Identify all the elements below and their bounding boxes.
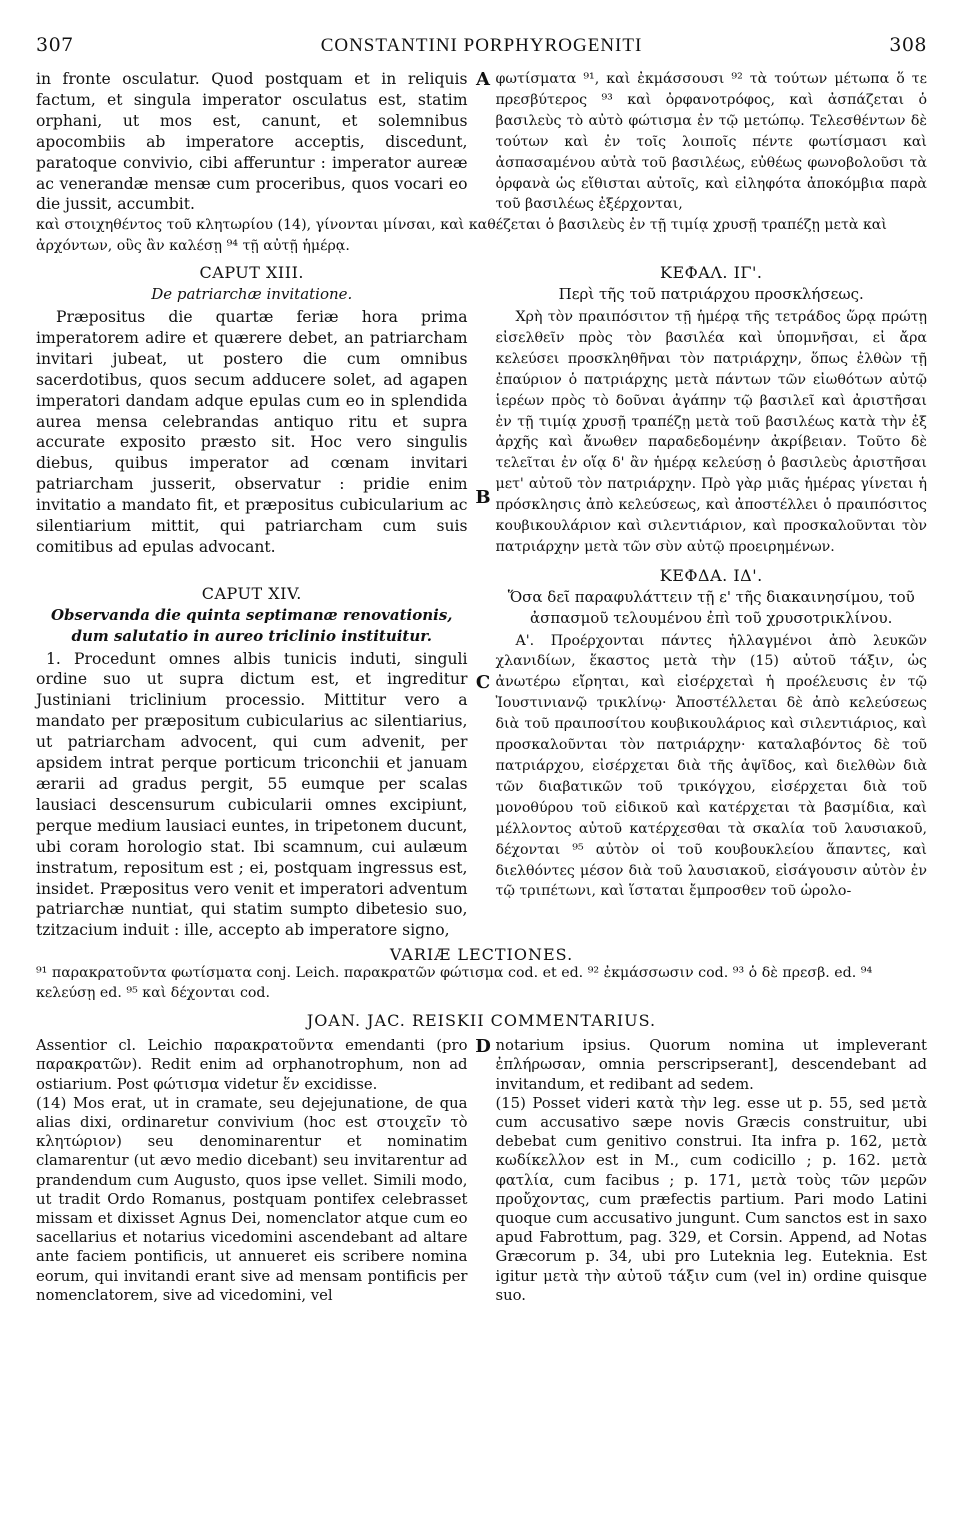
- caput-xiii-latin-paragraph: Præpositus die quartæ feriæ hora prima imperatorem adire et quærere debet, an patriarcham invitari jubeat, ut postero die cum omnibus sacerdotibus, quos secum adducere solet, ad agapen imperatori dandam adque epulas cum eo in splendida aurea mensa celebrandas antiquo ritu et supra accurate exposito præsto sit. Hoc vero singulis diebus, quibus imperator ad cœnam invitari patriarcham jusserit, observatur : pridie enim invitatio a mandato fit, et præpositus cubicularium ac silentiarium mittit, qui patriarcham cum suis comitibus ad epulas advocant.: [36, 307, 468, 556]
- commentary-right: [476, 1036, 928, 1305]
- running-title: CONSTANTINI PORPHYROGENITI: [320, 35, 643, 56]
- latin-paragraph: in fronte osculatur. Quod postquam et in reliquis factum, et singula imperator osculatus est, statim orphani, ut mos est, canunt, et solemnibus apocombiis ab imperatore acceptis, discedunt, paratoque convivio, cibi afferuntur : imperator aureæ ac venerandæ mensæ cum proceribus, quos vocari eo die jussit, accumbit.: [36, 70, 468, 214]
- kefal-xiii-subtitle: Περὶ τῆς τοῦ πατριάρχου προσκλήσεως.: [558, 285, 864, 304]
- top-latin-text: [36, 69, 476, 215]
- kefal-xiii-heading: ΚΕΦΑΛ. ΙΓ'.: [660, 263, 763, 283]
- commentary-left-text: Assentior cl. Leichio παρακρατοῦντα emendanti (pro παρακρατῶν). Redit enim ad orphanotrophum, non ad ostiarium. Post φώτισμα videtur ἕν excidisse. (14) Mos erat, ut in cramate, seu dejejunatione, de qua alias dixi, ordinaretur convivium (hoc est στοιχεῖν τὸ κλητώριον) seu denominarentur et nominatim clamarentur (ut ævo medio dicebant) seu invitarentur ad prandendum cum Augusto, quos ipse vellet. Simili modo, ut tradit Ordo Romanus, postquam pontifex celebrasset missam et dixisset Agnus Dei, nomenclator atque cum eo sacellarius et notarius vicedomini ascendebant ad altare ante faciem pontificis, ut annueret eis scribere nomina eorum, qui invitandi erant sive ad mensam pontificis per nomenclatorem, sive ad vicedomini, vel: [36, 1037, 468, 1304]
- caput-xiii-latin: [36, 259, 476, 558]
- commentary-left: [36, 1036, 476, 1305]
- kefal-xiii-greek-paragraph: Χρὴ τὸν πραιπόσιτον τῇ ἡμέρᾳ τῆς τετράδος ὥρᾳ πρώτῃ εἰσελθεῖν πρὸς τὸν βασιλέα καὶ ὑπομνῆσαι, εἰ ἄρα κελεύσει προσκληθῆναι τὸν πατριάρχην, ὅπως ἐλθὼν τῇ ἐπαύριον ὁ πατριάρχης μετὰ πάντων τῶν εἰωθότων αὐτῷ ἱερέων πρὸς τὸ δοῦναι ἀγάπην τῷ βασιλεῖ καὶ ἀριστῆσαι ἐν τῇ τιμίᾳ χρυσῇ τραπέζῃ μετὰ τοῦ βασιλέως κατὰ τὴν ἐξ ἀρχῆς καὶ ἄνωθεν παραδεδομένην ἀκρίβειαν. Τοῦτο δὲ τελεῖται ἐν οἵᾳ δ' ἂν ἡμέρᾳ κελεύσῃ ὁ βασιλεὺς ἀριστῆσαι μετ' αὐτοῦ τὸν πατριάρχην. Πρὸ γὰρ μιᾶς ἡμέρας γίνεται ἡ πρόσκλησις ἀπὸ κελεύσεως, καὶ ἀποστέλλει ὁ πραιπόσιτος κουβικουλάριον καὶ σιλεντιάριον, καὶ προσκαλοῦνται τὸν πατριάρχην μετὰ τῶν σὺν αὐτῷ προειρημένων.: [495, 308, 927, 555]
- running-head: [36, 0, 927, 57]
- commentary-right-text: notarium ipsius. Quorum nomina ut impleverant ἐπλήρωσαν, omnia perscripserant], descendebant ad invitandum, et redibant ad sedem. (15) Posset videri κατὰ τὴν leg. esse ut p. 55, sed μετὰ cum accusativo sæpe novis Græcis construitur, ubi debebat cum genitivo construi. Ita infra p. 162, μετὰ κωδίκελλον est in M., cum codicillo ; p. 162. μετὰ φατλία, cum facibus ; p. 171, μετὰ τοὺς τῶν μερῶν προὔχοντας, cum præfectis partium. Pari modo Latini quoque cum accusativo jungunt. Cum sanctos est in saxo apud Fabrottum, pag. 329, et Corsin. Append, ad Notas Græcorum p. 34, ubi pro Luteknia leg. Euteknia. Est igitur μετὰ τὴν αὐτοῦ τάξιν cum (vel in) ordine quisque suo.: [495, 1037, 927, 1304]
- top-greek-text: [476, 69, 928, 215]
- variae-lectiones-title: VARIÆ LECTIONES.: [389, 945, 574, 965]
- margin-letter-b: B: [475, 487, 491, 509]
- margin-letter-a: A: [476, 69, 490, 90]
- caput-xiv-subtitle: Observanda die quinta septimanæ renovationis, dum salutatio in aureo triclinio instituitur.: [50, 605, 453, 645]
- kefal-xiv-heading: ΚΕΦΔΑ. ΙΔ'.: [659, 565, 763, 585]
- commentary-columns: [36, 1036, 927, 1305]
- caput-xiv: [36, 562, 927, 941]
- caput-xiii-subtitle: De patriarchæ invitatione.: [151, 285, 353, 304]
- page-number-right: 308: [889, 34, 927, 56]
- kefal-xiv-subtitle: Ὅσα δεῖ παραφυλάττειν τῇ ε' τῆς διακαινησίμου, τοῦ ἀσπασμοῦ τελουμένου ἐπὶ τοῦ χρυσοτρικλίνου.: [507, 587, 915, 627]
- greek-paragraph: φωτίσματα ⁹¹, καὶ ἐκμάσσουσι ⁹² τὰ τούτων μέτωπα ὅ τε πρεσβύτερος ⁹³ καὶ ὀρφανοτρόφος, καὶ ἀσπάζεται ὁ βασιλεὺς τὸ αὐτὸ φώτισμα ἐν τῷ μετώπῳ. Τελεσθέντων δὲ τούτων καὶ ἐν τοῖς λοιποῖς πέντε φωτίσμασι καὶ ἀσπασαμένου αὐτὰ τοῦ βασιλέως, εὐθέως φωνοβολοῦσι τὰ ὀρφανὰ ὡς εἴθισται αὐτοῖς, καὶ εἰληφότα ἀποκόμβια παρὰ τοῦ βασιλέως ἐξέρχονται,: [495, 71, 927, 213]
- variae-lectiones-text: ⁹¹ παρακρατοῦντα φωτίσματα conj. Leich. παρακρατῶν φώτισμα cod. et ed. ⁹² ἐκμάσσωσιν cod. ⁹³ ὁ δὲ πρεσβ. ed. ⁹⁴ κελεύσῃ ed. ⁹⁵ καὶ δέχονται cod.: [36, 965, 873, 1001]
- commentary-title: JOAN. JAC. REISKII COMMENTARIUS.: [306, 1011, 657, 1031]
- caput-xiv-greek: [476, 562, 928, 941]
- caput-xiv-latin-paragraph: 1. Procedunt omnes albis tunicis induti, singuli ordine suo ut supra dictum est, et ingreditur Justiniani triclinium processio. Mittitur vero a mandato per præpositum cubicularius ac silentiarius, ut patriarcham advocent, qui cum advenit, per apsidem intrat perque porticum triconchii et januam ærarii ad gradus pergit, 55 eumque per scalas lausiaci descensurum cubicularii omnes excipiunt, perque medium lausiaci euntes, in tripetonem ducunt, ubi coram horologio stat. Ibi scamnum, cui aulæum instratum, repositum est ; ei, postquam ingressus est, insidet. Præpositus vero venit et imperatori adventum patriarchæ nuntiat, qui statim sumpto dibetesio suo, tzitzacium induit : ille, accepto ab imperatore signo,: [36, 649, 468, 940]
- margin-letter-d: D: [475, 1036, 491, 1058]
- greek-full-line: καὶ στοιχηθέντος τοῦ κλητωρίου (14), γίνονται μίνσαι, καὶ καθέζεται ὁ βασιλεὺς ἐν τῇ τιμίᾳ χρυσῇ τραπέζῃ μετὰ καὶ ἀρχόντων, οὓς ἂν καλέσῃ ⁹⁴ τῇ αὐτῇ ἡμέρᾳ.: [36, 217, 887, 255]
- top-columns: [36, 69, 927, 215]
- caput-xiv-heading: CAPUT XIV.: [201, 583, 302, 603]
- margin-letter-c: C: [475, 671, 491, 693]
- caput-xiv-latin: [36, 562, 476, 941]
- caput-xiii: [36, 259, 927, 558]
- kefal-xiv-greek-paragraph: Α'. Προέρχονται πάντες ἠλλαγμένοι ἀπὸ λευκῶν χλανιδίων, ἕκαστος μετὰ τὴν (15) αὐτοῦ τάξιν, ὡς ἀνωτέρω εἴρηται, καὶ εἰσέρχεταὶ ἡ προέλευσις ἐν τῷ Ἰουστινιανῷ τρικλίνῳ· Ἀποστέλλεται δὲ ἀπὸ κελεύσεως διὰ τοῦ πραιποσίτου κουβικουλάριος καὶ σιλεντιάριος, καὶ προσκαλοῦνται τὸν πατριάρχην· καταλαβόντος δὲ τοῦ πατριάρχου, εἰσέρχεται διὰ τῆς ἀψῖδος, καὶ διελθὼν διὰ τῶν διαβατικῶν τοῦ τρικόγχου, εἰσέρχεται διὰ τοῦ μονοθύρου τοῦ εἰδικοῦ καὶ κατέρχεται τὰ βασμίδια, καὶ μέλλοντος αὐτοῦ κατέρχεσθαι τὰ σκαλία τοῦ λαυσιακοῦ, δέχονται ⁹⁵ αὐτὸν οἱ τοῦ κουβουκλείου ἅπαντες, καὶ διελθόντες μέσον διὰ τοῦ λαυσιακοῦ, εἰσάγουσιν αὐτὸν ἐν τῷ τριπέτωνι, καὶ ἵσταται ἔμπροσθεν τοῦ ὡρολο-: [495, 632, 927, 900]
- caput-xiii-greek: [476, 259, 928, 558]
- caput-xiii-heading: CAPUT XIII.: [199, 263, 304, 283]
- page-number-left: 307: [36, 34, 74, 56]
